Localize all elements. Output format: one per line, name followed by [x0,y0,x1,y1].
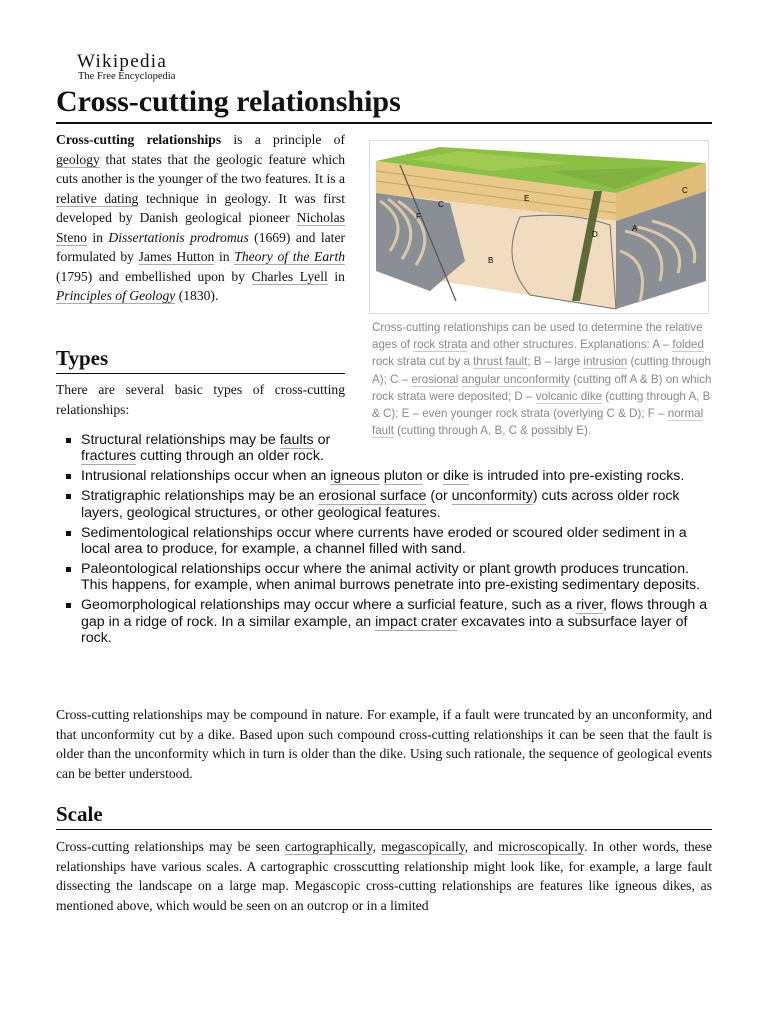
caption-text: (cutting through A, B, C & possibly E). [393,424,592,438]
link-megascopically[interactable]: megascopically [381,839,465,854]
item-text: or [422,468,444,485]
scale-text: Cross-cutting relationships may be seen [56,839,286,854]
label-d: D [592,230,598,239]
link-normal-fault[interactable]: normal fault [372,407,704,438]
caption-text: rock strata cut by a [372,355,474,369]
link-nicholas-steno[interactable]: Nicholas Steno [56,210,345,245]
section-heading-scale: Scale [56,801,712,830]
caption-text: (cutting off A & B) on which rock strata were deposited; D – [372,372,712,403]
link-folded[interactable]: folded [672,338,704,352]
logo-title: Wikipedia [77,51,168,72]
item-text: or [313,432,331,448]
label-a: A [632,224,638,233]
list-item [62,525,712,558]
item-text: Geomorphological relationships may occur where a surficial feature, such as a [81,597,577,614]
intro-text: (1830). [175,288,219,303]
item-text: Paleontological relationships occur where the animal activity or plant growth produces truncation. This happens, for example, when animal burrows penetrate into pre-existing sedimentary deposits. [81,560,701,594]
link-unconformity[interactable]: unconformity [451,488,533,505]
logo-subtitle: The Free Encyclopedia [78,71,176,82]
item-text: (or [426,488,452,505]
link-james-hutton[interactable]: James Hutton [138,249,215,264]
intro-text: that states that the geologic feature which cuts another is the younger of the two features. It is a [56,151,345,186]
scale-text: . In other words, these relationships have various scales. A cartographic crosscutting relationship might look like, for example, a large fault dissecting the landscape on a large map. Megascopic cross-cutting relationships are features like igneous dikes, as mentioned above, which would be seen on an outcrop or in a limited [56,839,713,913]
link-igneous[interactable]: igneous [330,468,380,485]
list-item [62,488,712,521]
intro-text: in [327,268,345,284]
link-river[interactable]: river [576,597,604,614]
link-principles-text: Principles of Geology [56,288,176,303]
link-fractures[interactable]: fractures [81,448,137,465]
label-c-left: C [438,200,444,209]
item-text: Structural relationships may be [81,432,280,448]
link-thrust-fault[interactable]: thrust fault [473,355,528,369]
link-relative-dating[interactable]: relative dating [56,190,139,206]
figure-caption [372,319,712,439]
link-principles-of-geology[interactable] [56,288,175,304]
caption-text: (cutting through A, B & C); E – even younger rock strata (overlying C & D); F – [372,389,711,421]
link-faults[interactable]: faults [279,432,314,448]
item-text: excavates into a subsurface layer of rock. [81,613,688,646]
work-title: Dissertationis prodromus [108,229,249,245]
section-heading-types: Types [56,345,345,374]
wikipedia-logo[interactable] [77,52,175,83]
link-theory-of-the-earth[interactable] [234,249,345,265]
list-item [62,468,712,484]
intro-text: (1669) and later formulated by [56,229,346,264]
link-volcanic-dike[interactable]: volcanic dike [535,389,603,403]
caption-text: Cross-cutting relationships can be used to determine the relative ages of [372,321,703,352]
link-angular-unconformity[interactable]: angular unconformity [461,372,570,386]
item-text: cutting through an older rock. [136,448,324,465]
list-item [62,597,712,646]
label-e: E [524,194,530,203]
intro-text: (1795) and embellished upon by [56,268,252,284]
page-title: Cross-cutting relationships [56,84,712,124]
item-text: ) cuts across older rock layers, geological structures, or other geological features. [81,488,680,521]
scale-paragraph [56,837,712,915]
item-text: Intrusional relationships occur when an [81,468,331,485]
label-b: B [488,256,494,265]
intro-paragraph [56,130,345,306]
intro-text: technique in geology. It was first developed by Danish geological pioneer [56,190,345,225]
link-theory-text: Theory of the Earth [234,249,346,264]
types-intro-paragraph: There are several basic types of cross-cutting relationships: [56,382,345,417]
list-item [62,432,341,465]
intro-text: in [86,229,109,245]
item-text: , flows through a gap in a ridge of rock. In a similar example, an [81,597,708,630]
link-charles-lyell[interactable]: Charles Lyell [251,268,328,284]
link-impact-crater[interactable]: impact crater [375,613,458,630]
compound-paragraph: Cross-cutting relationships may be compound in nature. For example, if a fault were truncated by an unconformity, and that unconformity cut by a dike. Based upon such compound cross-cutting relationships it can be seen that the fault is older than the unconformity which in turn is older than the dike. Using such rationale, the sequence of geological events can be better understood. [56,707,712,781]
link-microscopically[interactable]: microscopically [498,839,585,854]
link-dike[interactable]: dike [443,468,470,485]
scale-text: , and [464,839,499,854]
link-cartographically[interactable]: cartographically [285,839,373,854]
link-intrusion[interactable]: intrusion [583,355,628,369]
caption-text: and other structures. Explanations: A – [467,338,673,352]
scale-text: , [372,839,382,854]
types-list [62,432,712,650]
label-c-right: C [682,186,688,195]
label-f: F [416,212,421,221]
item-text: Sedimentological relationships occur where currents have eroded or scoured older sediment in a local area to produce, for example, a channel filled with sand. [81,524,687,557]
link-rock-strata[interactable]: rock strata [413,338,468,352]
link-pluton[interactable]: pluton [383,468,423,485]
item-text: Stratigraphic relationships may be an [81,488,319,505]
caption-text: ; B – large [527,355,584,369]
link-geology[interactable]: geology [56,151,100,167]
intro-text: in [214,249,235,264]
intro-bold-term: Cross-cutting relationships [56,132,222,147]
item-text: is intruded into pre-existing rocks. [469,468,685,485]
link-erosional-surface[interactable]: erosional surface [318,488,427,505]
link-erosional[interactable]: erosional [411,372,459,386]
list-item [62,561,712,594]
intro-text: is a principle of [221,132,345,147]
block-diagram-image[interactable] [369,140,709,314]
caption-text: (cutting through A); C – [372,355,712,386]
geology-figure [369,140,712,439]
